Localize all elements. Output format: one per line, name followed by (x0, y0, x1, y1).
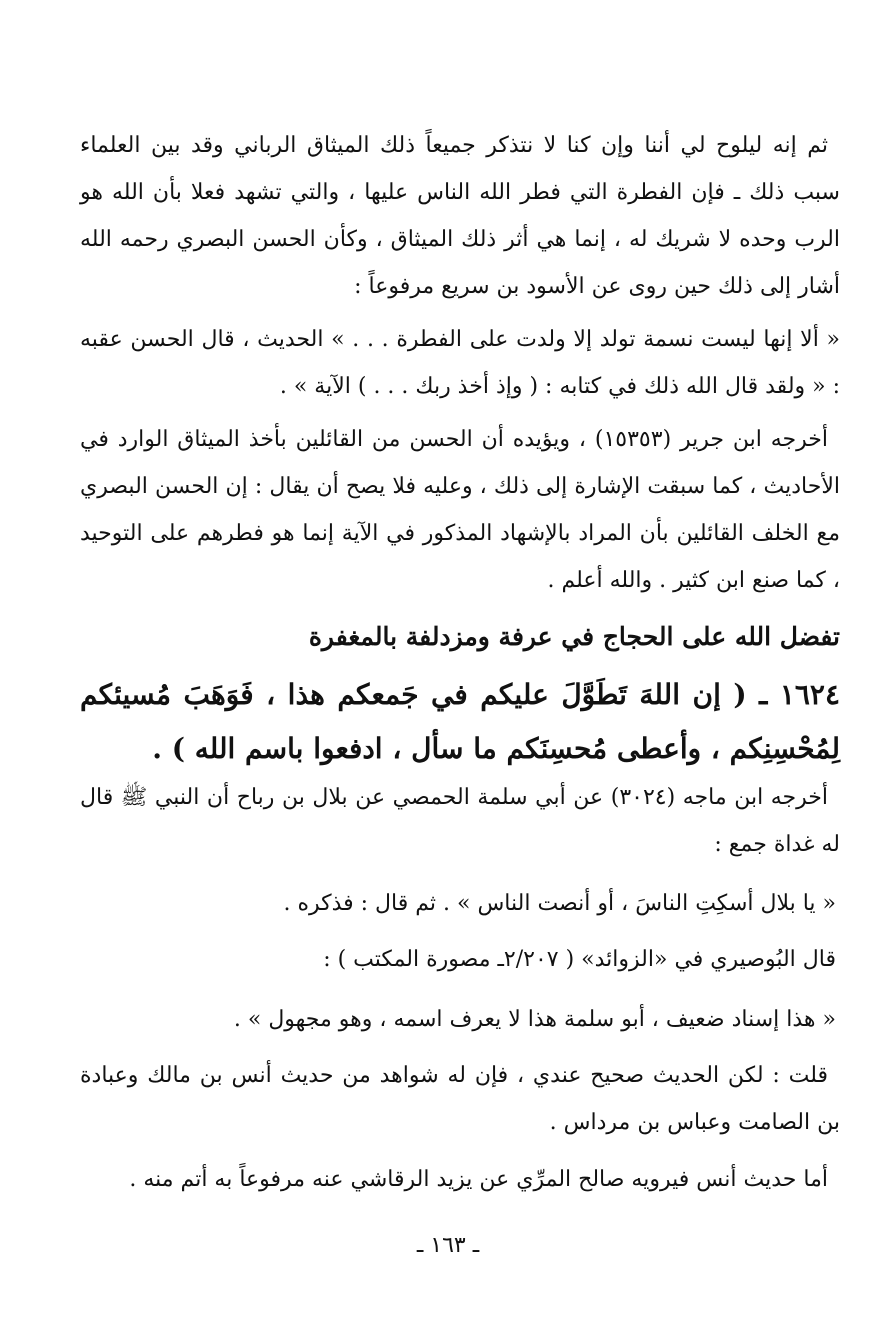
paragraph-mithaq: ثم إنه ليلوح لي أننا وإن كنا لا نتذكر جميعاً ذلك الميثاق الرباني وقد بين العلماء سبب ذلك ـ فإن الفطرة التي فطر الله الناس عليها ، والتي تشهد فعلا بأن الله هو الرب وحده لا شريك له ، إنما هي أثر ذلك الميثاق ، وكأن الحسن البصري رحمه الله أشار إلى ذلك حين روى عن الأسود بن سريع مرفوعاً : (80, 133, 840, 299)
paragraph-hasan-quote: « ألا إنها ليست نسمة تولد إلا ولدت على الفطرة . . . » الحديث ، قال الحسن عقبه : « ولقد قال الله ذلك في كتابه : ( وإذ أخذ ربك . . . ) الآية » . (80, 327, 840, 399)
paragraph-busiri-quote: « هذا إسناد ضعيف ، أبو سلمة هذا لا يعرف اسمه ، وهو مجهول » . (233, 1007, 836, 1032)
paragraph-qultu: قلت : لكن الحديث صحيح عندي ، فإن له شواهد من حديث أنس بن مالك وعبادة بن الصامت وعباس بن مرداس . (80, 1063, 840, 1135)
paragraph-busiri: قال البُوصيري في «الزوائد» ( ٢/٢٠٧ـ مصورة المكتب ) : (323, 947, 836, 972)
page-number: ـ ١٦٣ ـ (416, 1233, 480, 1258)
hadith-text: ١٦٢٤ ـ ( إن اللهَ تَطَوَّلَ عليكم في جَمعكم هذا ، فَوَهَبَ مُسيئكم لِمُحْسِنِكم ، وأعطى مُحسِنَكم ما سأل ، ادفعوا باسم الله ) . (80, 678, 840, 765)
paragraph-ibn-majah: أخرجه ابن ماجه (٣٠٢٤) عن أبي سلمة الحمصي عن بلال بن رباح أن النبي ﷺ قال له غداة جمع : (80, 785, 840, 857)
section-heading: تفضل الله على الحجاج في عرفة ومزدلفة بالمغفرة (308, 622, 840, 651)
paragraph-anas: أما حديث أنس فيرويه صالح المرِّي عن يزيد الرقاشي عنه مرفوعاً به أتم منه . (129, 1167, 828, 1192)
paragraph-ibn-jarir: أخرجه ابن جرير (١٥٣٥٣) ، ويؤيده أن الحسن من القائلين بأخذ الميثاق الوارد في الأحاديث ، كما سبقت الإشارة إلى ذلك ، وعليه فلا يصح أن يقال : إن الحسن البصري مع الخلف القائلين بأن المراد بالإشهاد المذكور في الآية إنما هو فطرهم على التوحيد ، كما صنع ابن كثير . والله أعلم . (80, 427, 840, 593)
paragraph-bilal-quote: « يا بلال أسكِتِ الناسَ ، أو أنصت الناس » . ثم قال : فذكره . (283, 891, 836, 916)
